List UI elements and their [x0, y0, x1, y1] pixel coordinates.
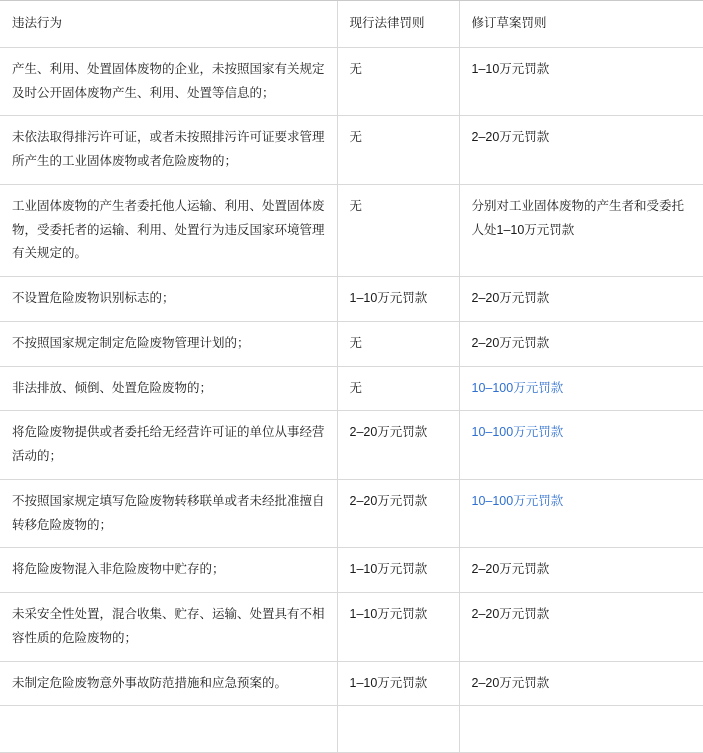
cell-draft-penalty: 10–100万元罚款	[459, 411, 703, 480]
table-header-row	[0, 1, 703, 48]
cell-behavior: 未采安全性处置，混合收集、贮存、运输、处置具有不相容性质的危险废物的；	[0, 593, 337, 662]
cell-behavior: 不按照国家规定制定危险废物管理计划的；	[0, 321, 337, 366]
cell-behavior: 非法排放、倾倒、处置危险废物的；	[0, 366, 337, 411]
cell-behavior: 产生、利用、处置固体废物的企业，未按照国家有关规定及时公开固体废物产生、利用、处置等信息的；	[0, 47, 337, 116]
column-header-draft-penalty	[459, 1, 703, 48]
column-header-draft-penalty-label: 修订草案罚则	[471, 16, 547, 30]
cell-draft-penalty: 2–20万元罚款	[459, 277, 703, 322]
column-header-behavior	[0, 1, 337, 48]
cell-current-penalty: 无	[337, 321, 459, 366]
column-header-current-penalty	[337, 1, 459, 48]
table-body	[0, 47, 703, 753]
cell-current-penalty: 2–20万元罚款	[337, 479, 459, 548]
cell-draft-penalty: 10–100万元罚款	[459, 366, 703, 411]
cell-draft-penalty: 2–20万元罚款	[459, 116, 703, 185]
table-row	[0, 47, 703, 116]
table-row	[0, 548, 703, 593]
table-row	[0, 661, 703, 706]
cell-behavior: 将危险废物混入非危险废物中贮存的；	[0, 548, 337, 593]
cell-current-penalty: 无	[337, 366, 459, 411]
cell-behavior: 不按照国家规定填写危险废物转移联单或者未经批准擅自转移危险废物的；	[0, 479, 337, 548]
column-header-behavior-label: 违法行为	[12, 16, 63, 30]
cell-current-penalty: 无	[337, 47, 459, 116]
cell-current-penalty: 1–10万元罚款	[337, 593, 459, 662]
table-row	[0, 366, 703, 411]
column-header-current-penalty-label: 现行法律罚则	[349, 16, 425, 30]
cell-behavior: 未制定危险废物意外事故防范措施和应急预案的。	[0, 661, 337, 706]
cell-draft-penalty: 2–20万元罚款	[459, 593, 703, 662]
cell-behavior: 将危险废物提供或者委托给无经营许可证的单位从事经营活动的；	[0, 411, 337, 480]
cell-current-penalty: 无	[337, 184, 459, 276]
cell-draft-penalty: 分别对工业固体废物的产生者和受委托人处1–10万元罚款	[459, 184, 703, 276]
cell-draft-penalty: 10–100万元罚款	[459, 479, 703, 548]
cell-draft-penalty: 2–20万元罚款	[459, 661, 703, 706]
cell-draft-penalty: 1–10万元罚款	[459, 47, 703, 116]
cell-current-penalty: 1–10万元罚款	[337, 661, 459, 706]
table-row	[0, 479, 703, 548]
cell-current-penalty: 1–10万元罚款	[337, 548, 459, 593]
table-row	[0, 321, 703, 366]
cell-current-penalty: 1–10万元罚款	[337, 277, 459, 322]
cell-current-penalty: 无	[337, 116, 459, 185]
table-row	[0, 184, 703, 276]
cell-spacer-behavior	[0, 706, 337, 753]
table-header	[0, 1, 703, 48]
table-row	[0, 277, 703, 322]
table-row	[0, 411, 703, 480]
cell-spacer-current	[337, 706, 459, 753]
cell-behavior: 未依法取得排污许可证，或者未按照排污许可证要求管理所产生的工业固体废物或者危险废物的；	[0, 116, 337, 185]
cell-behavior: 工业固体废物的产生者委托他人运输、利用、处置固体废物，受委托者的运输、利用、处置行为违反国家环境管理有关规定的。	[0, 184, 337, 276]
cell-current-penalty: 2–20万元罚款	[337, 411, 459, 480]
table-row	[0, 116, 703, 185]
table-row-spacer	[0, 706, 703, 753]
cell-behavior: 不设置危险废物识别标志的；	[0, 277, 337, 322]
cell-spacer-draft	[459, 706, 703, 753]
cell-draft-penalty: 2–20万元罚款	[459, 548, 703, 593]
table-row	[0, 593, 703, 662]
cell-draft-penalty: 2–20万元罚款	[459, 321, 703, 366]
